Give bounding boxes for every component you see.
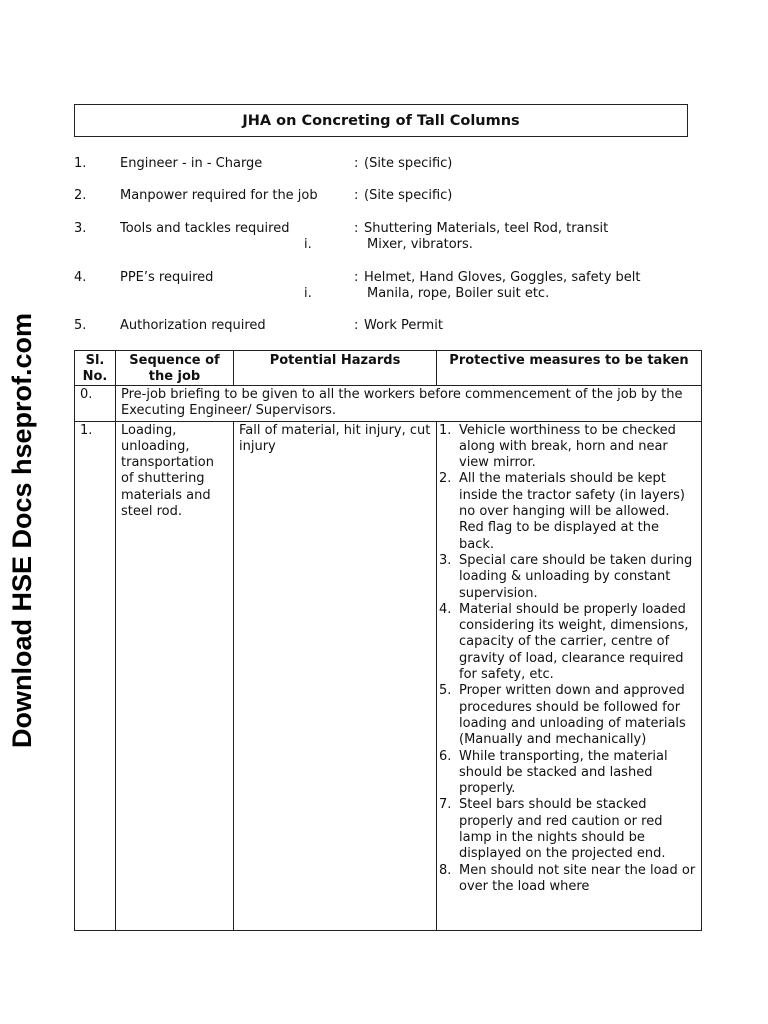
measure-text: While transporting, the material should be stacked and lashed properly.: [459, 748, 668, 797]
measure-text: Material should be properly loaded considering its weight, dimensions, capacity of the carrier, centre of gravity of load, clearance required for safety, etc.: [459, 601, 689, 683]
table-row-briefing: [75, 386, 702, 422]
info-separator: :: [354, 188, 359, 203]
watermark-text: Download HSE Docs hseprof.com: [7, 312, 37, 748]
info-separator: :: [354, 221, 359, 236]
info-value-continued: Manila, rope, Boiler suit etc.: [367, 286, 550, 301]
info-label: Manpower required for the job: [120, 188, 318, 203]
info-separator: :: [354, 270, 359, 285]
info-subnumber: i.: [304, 286, 312, 301]
measure-item: [439, 471, 696, 552]
briefing-text: Pre-job briefing to be given to all the workers before commencement of the job by the Executing Engineer/ Supervisors.: [116, 386, 702, 422]
row-hazards: Fall of material, hit injury, cut injury: [234, 421, 437, 930]
info-value-continued: Mixer, vibrators.: [367, 237, 473, 252]
info-label: PPE’s required: [120, 270, 214, 285]
measure-text: All the materials should be kept inside the tractor safety (in layers) no over hanging will be allowed. Red flag to be displayed at the back.: [459, 471, 685, 552]
row-sequence: Loading, unloading, transportation of shuttering materials and steel rod.: [116, 421, 234, 930]
jha-table: [74, 350, 702, 931]
measure-text: Vehicle worthiness to be checked along with break, horn and near view mirror.: [459, 422, 676, 471]
measure-item: [439, 602, 696, 683]
measure-number: 7.: [439, 797, 452, 813]
info-label: Authorization required: [120, 318, 266, 333]
measure-item: [439, 749, 696, 798]
document-title: [74, 104, 688, 137]
info-value: Helmet, Hand Gloves, Goggles, safety belt: [364, 270, 641, 285]
info-value: (Site specific): [364, 188, 453, 203]
measure-number: 6.: [439, 748, 452, 764]
info-separator: :: [354, 156, 359, 171]
table-row: [75, 421, 702, 930]
header-measures: Protective measures to be taken: [437, 351, 702, 386]
measure-number: 1.: [439, 422, 452, 438]
info-label: Tools and tackles required: [120, 221, 290, 236]
briefing-number: 0.: [75, 386, 116, 422]
header-sl-no: Sl. No.: [75, 351, 116, 386]
info-number: 4.: [74, 270, 87, 285]
info-number: 1.: [74, 156, 87, 171]
measure-text: Special care should be taken during loading & unloading by constant supervision.: [459, 552, 693, 601]
info-value: Shuttering Materials, teel Rod, transit: [364, 221, 609, 236]
measure-text: Men should not site near the load or over the load where: [459, 862, 696, 894]
table-header-row: [75, 351, 702, 386]
measure-item: [439, 553, 696, 602]
document-title-text: JHA on Concreting of Tall Columns: [242, 112, 520, 129]
info-separator: :: [354, 318, 359, 333]
info-number: 5.: [74, 318, 87, 333]
measure-item: [439, 683, 696, 748]
measure-item: [439, 863, 696, 896]
row-number: 1.: [75, 421, 116, 930]
info-value: (Site specific): [364, 156, 453, 171]
info-subnumber: i.: [304, 237, 312, 252]
measure-item: [439, 797, 696, 862]
measure-number: 8.: [439, 862, 452, 878]
measure-text: Steel bars should be stacked properly and red caution or red lamp in the nights should be displayed on the projected end.: [459, 797, 666, 862]
measure-number: 3.: [439, 552, 452, 568]
measure-number: 2.: [439, 471, 452, 487]
info-number: 2.: [74, 188, 87, 203]
info-number: 3.: [74, 221, 87, 236]
header-hazards: Potential Hazards: [234, 351, 437, 386]
info-label: Engineer - in - Charge: [120, 156, 263, 171]
measure-text: Proper written down and approved procedures should be followed for loading and unloading of materials (Manually and mechanically): [459, 683, 686, 748]
info-value: Work Permit: [364, 318, 443, 333]
measure-number: 4.: [439, 601, 452, 617]
header-sequence: Sequence of the job: [116, 351, 234, 386]
measures-list: [439, 423, 696, 896]
measure-number: 5.: [439, 683, 452, 699]
measure-item: [439, 423, 696, 472]
row-measures: [437, 421, 702, 930]
